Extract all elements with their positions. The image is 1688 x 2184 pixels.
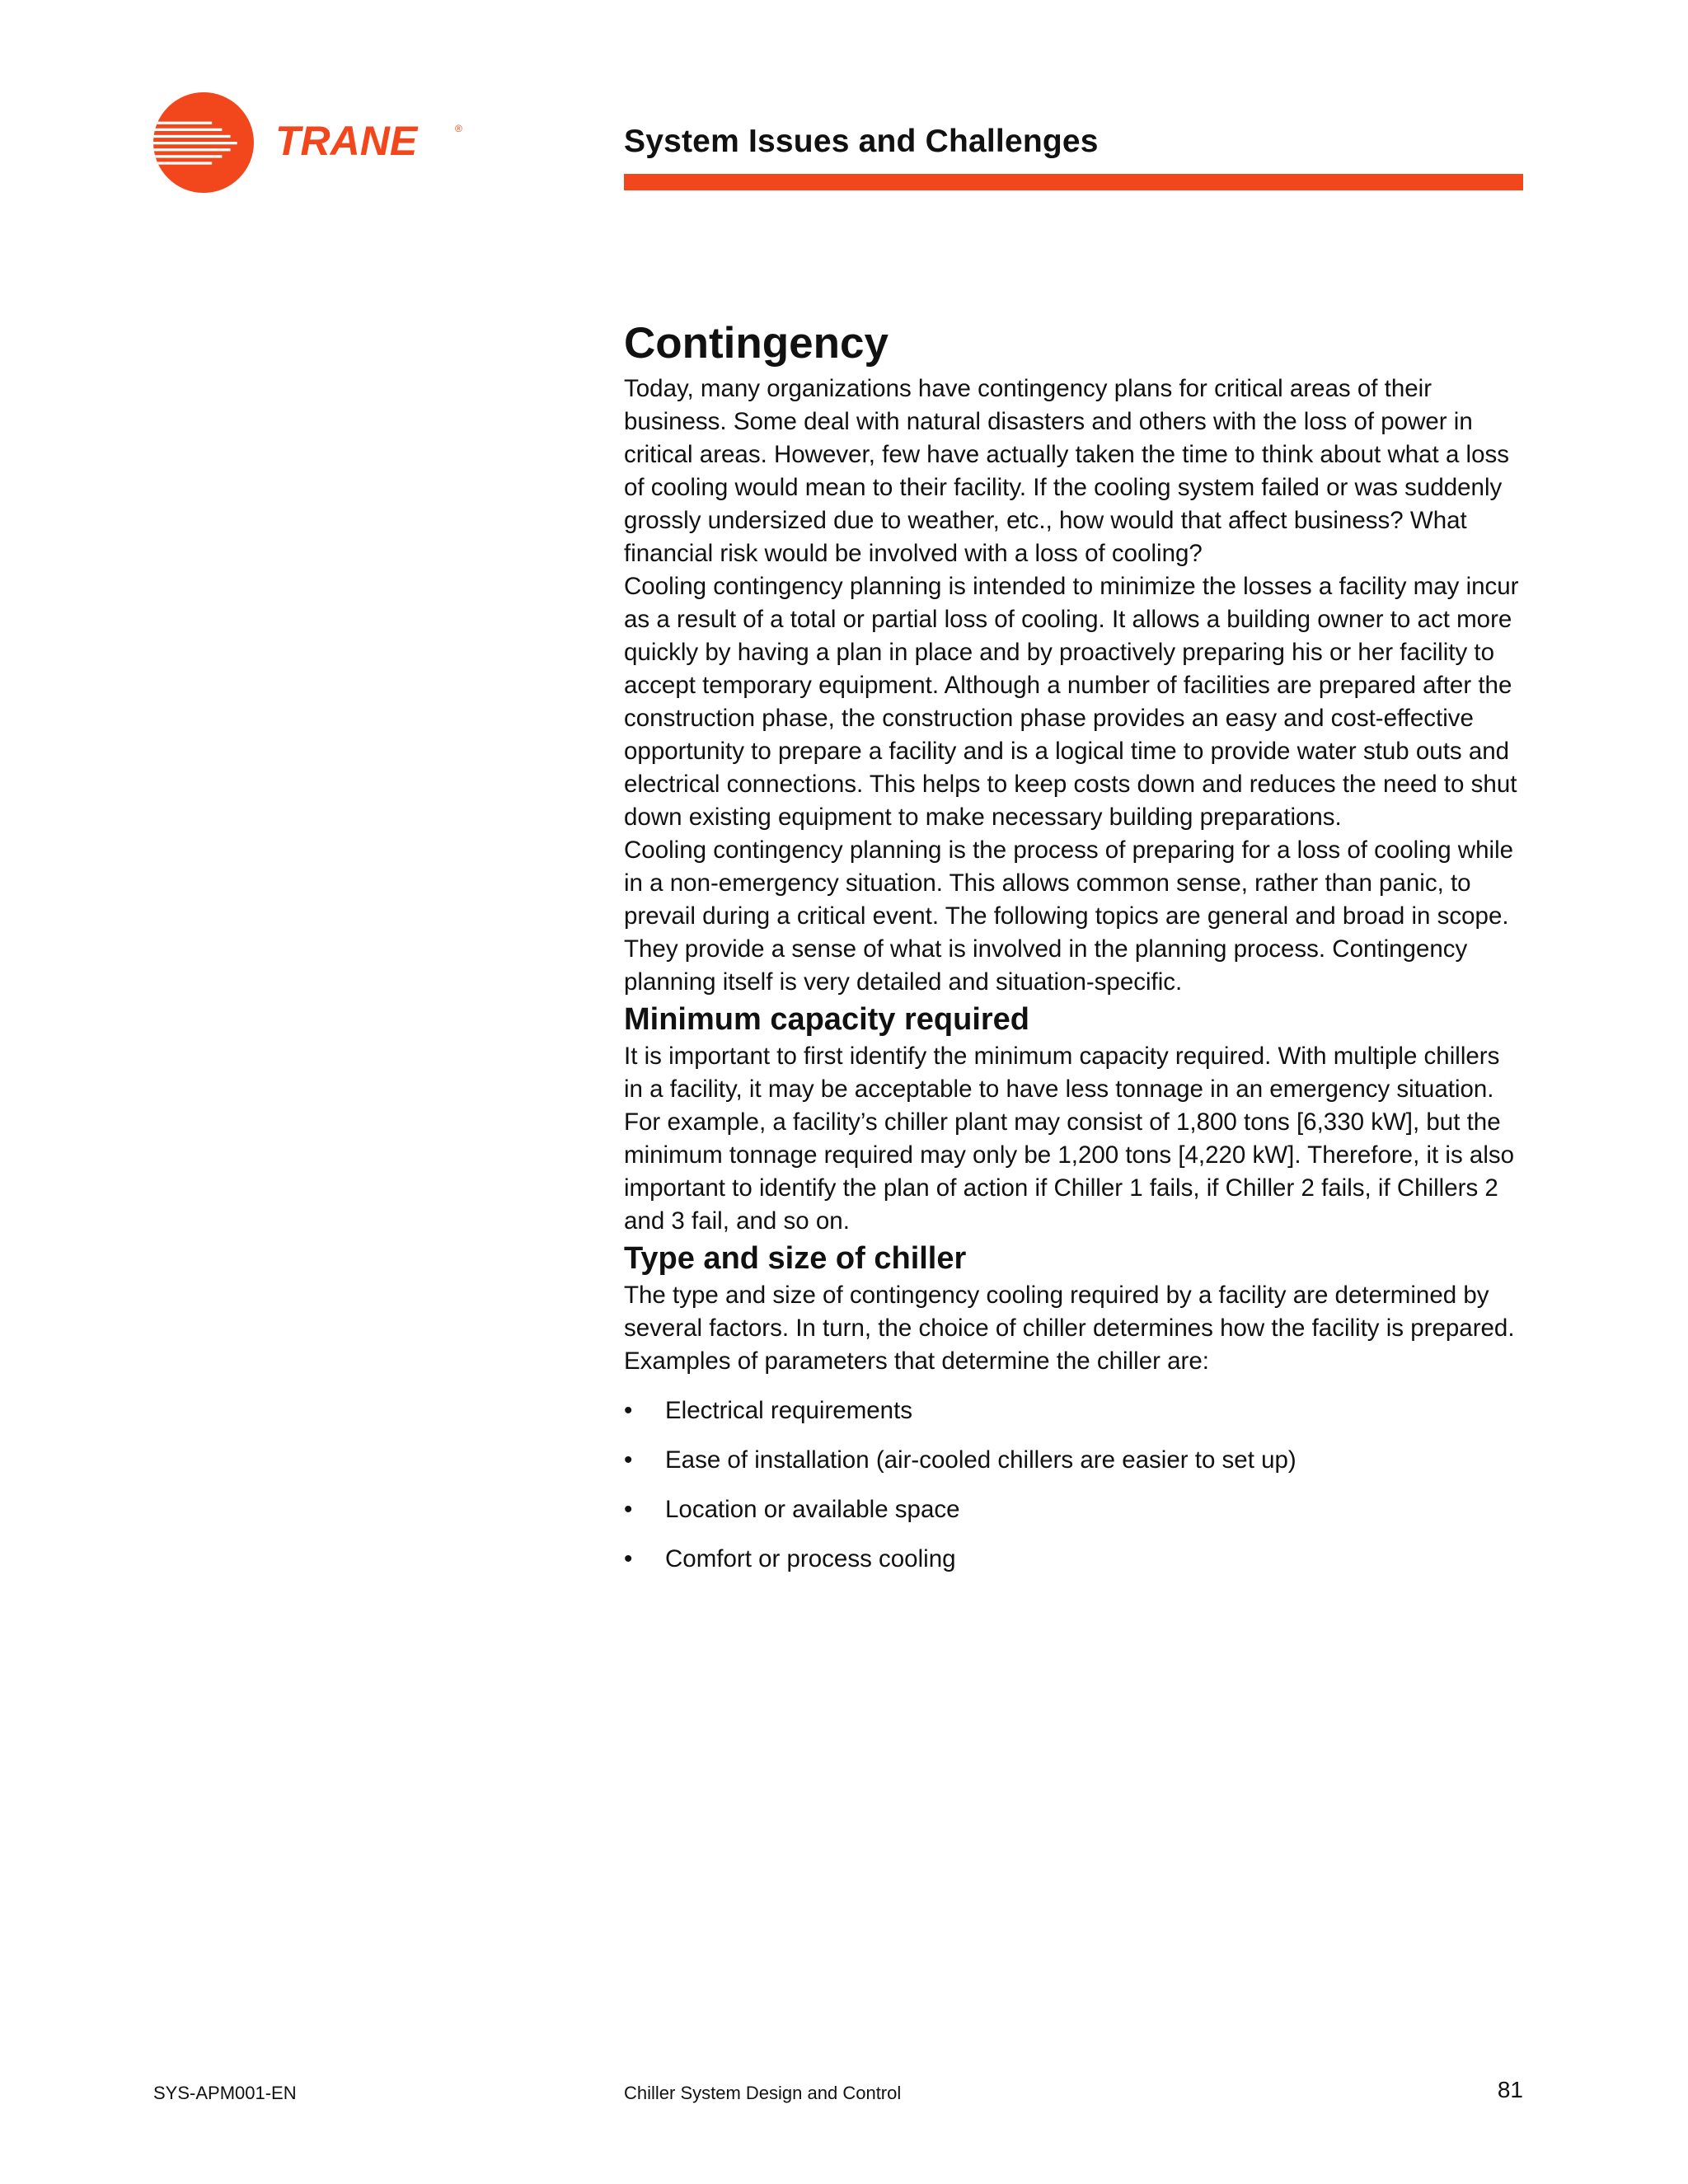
list-item [624,1493,1523,1526]
list-item [624,1444,1523,1477]
paragraph: It is important to first identify the minimum capacity required. With multiple chillers in a facility, it may be acceptable to have less tonnage in an emergency situation. For example, a facility’s chiller plant may consist of 1,800 tons [6,330 kW], but the minimum tonnage required may only be 1,200 tons [4,220 kW]. Therefore, it is also important to identify the plan of action if Chiller 1 fails, if Chiller 2 fails, if Chillers 2 and 3 fail, and so on. [624,1043,1515,1235]
footer-doc-code: SYS-APM001-EN [153,2083,297,2103]
bullet-icon: • [624,1545,633,1572]
bullet-icon: • [624,1397,633,1424]
trane-logo [153,92,473,193]
parameter-list [624,1394,1523,1576]
list-item-text: Ease of installation (air-cooled chillers are easier to set up) [665,1446,1296,1474]
paragraph: The type and size of contingency cooling required by a facility are determined by several factors. In turn, the choice of chiller determines how the facility is prepared. Examples of parameters that determine the chiller are: [624,1282,1515,1375]
list-item-text: Comfort or process cooling [665,1545,956,1572]
header-title: System Issues and Challenges [624,124,1099,159]
subsection-title-chiller-type: Type and size of chiller [624,1241,967,1276]
trane-wordmark [275,120,473,162]
list-item [624,1394,1523,1427]
header-rule [624,174,1523,190]
svg-text:®: ® [455,123,462,134]
svg-text:TRANE: TRANE [275,120,418,162]
bullet-icon: • [624,1496,633,1523]
paragraph: Cooling contingency planning is intended to minimize the losses a facility may incur as a result of a total or partial loss of cooling. It allows a building owner to act more quickly by having a plan in place and by proactively preparing his or her facility to accept temporary equipment. Although a number of facilities are prepared after the construction phase, the construction phase provides an easy and cost-effective opportunity to prepare a facility and is a logical time to provide water stub outs and electrical connections. This helps to keep costs down and reduces the need to shut down existing equipment to make necessary building preparations. [624,573,1519,831]
page-number: 81 [1497,2077,1523,2102]
main-content [624,315,1523,1592]
bullet-icon: • [624,1446,633,1474]
subsection-title-minimum-capacity: Minimum capacity required [624,1002,1030,1037]
paragraph: Today, many organizations have contingency plans for critical areas of their business. Some deal with natural disasters and others with the loss of power in critical areas. However, few have actually taken the time to think about what a loss of cooling would mean to their facility. If the cooling system failed or was suddenly grossly undersized due to weather, etc., how would that affect business? What financial risk would be involved with a loss of cooling? [624,375,1510,567]
list-item-text: Location or available space [665,1496,960,1523]
section-title: Contingency [624,319,889,368]
paragraph: Cooling contingency planning is the process of preparing for a loss of cooling while in a non-emergency situation. This allows common sense, rather than panic, to prevail during a critical event. The following topics are general and broad in scope. They provide a sense of what is involved in the planning process. Contingency planning itself is very detailed and situation-specific. [624,837,1514,996]
trane-circle-logo-icon [153,92,254,193]
list-item [624,1543,1523,1576]
list-item-text: Electrical requirements [665,1397,913,1424]
footer-doc-title: Chiller System Design and Control [624,2083,902,2103]
